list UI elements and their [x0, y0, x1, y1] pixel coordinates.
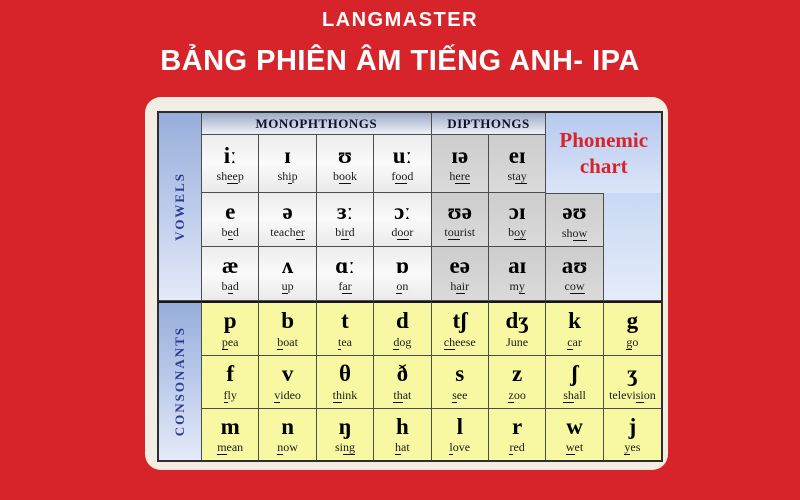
phoneme-cell-m	[202, 409, 259, 460]
phoneme-cell-w	[546, 409, 603, 460]
example-word	[506, 335, 528, 350]
word-part: oat	[283, 334, 298, 349]
phoneme-symbol: e	[225, 198, 236, 224]
phoneme-cell-ɜː	[317, 193, 374, 247]
phoneme-symbol: ɪ	[284, 142, 291, 168]
phoneme-symbol: w	[566, 413, 583, 439]
word-part: b	[335, 225, 342, 240]
example-word	[338, 279, 351, 294]
word-part: f	[391, 169, 396, 184]
phoneme-symbol: z	[512, 361, 523, 387]
example-word	[222, 335, 239, 350]
word-underlined-part: t	[337, 334, 342, 349]
example-word	[450, 279, 469, 294]
word-part: d	[232, 225, 239, 240]
example-word	[333, 388, 358, 403]
phoneme-cell-ɒ	[374, 247, 431, 301]
example-word	[626, 335, 638, 350]
word-underlined-part: d	[393, 334, 400, 349]
example-word	[335, 225, 354, 240]
section-label-consonants	[159, 301, 202, 460]
phoneme-symbol: ʊə	[447, 198, 472, 224]
example-word	[393, 335, 411, 350]
phoneme-cell-eɪ	[489, 135, 546, 193]
word-part: televi	[609, 387, 636, 402]
word-part: ed	[513, 440, 525, 455]
phoneme-cell-aɪ	[489, 247, 546, 301]
phoneme-symbol: æ	[221, 252, 239, 278]
word-part: p	[287, 279, 294, 294]
phoneme-symbol: aʊ	[561, 252, 588, 278]
example-word	[449, 169, 470, 184]
word-underlined-part: f	[223, 387, 228, 402]
word-part: at	[402, 387, 412, 402]
example-word	[391, 225, 413, 240]
phoneme-symbol: n	[281, 413, 294, 439]
word-underlined-part: a	[227, 279, 233, 294]
word-part: ideo	[280, 387, 301, 402]
example-word	[222, 279, 239, 294]
word-underlined-part: sh	[563, 387, 574, 402]
phoneme-symbol: b	[281, 308, 294, 334]
example-word	[338, 335, 352, 350]
phoneme-symbol: ə	[282, 198, 293, 224]
word-underlined-part: ar	[342, 279, 352, 294]
word-underlined-part: y	[624, 440, 631, 455]
example-word	[282, 279, 294, 294]
word-underlined-part: ee	[227, 169, 238, 184]
phoneme-symbol: eə	[449, 252, 470, 278]
phoneme-cell-n	[259, 409, 316, 460]
word-part: t	[444, 225, 448, 240]
word-part: ow	[283, 440, 298, 455]
word-underlined-part: ow	[569, 279, 585, 294]
word-underlined-part: b	[277, 334, 284, 349]
phoneme-symbol: g	[626, 308, 639, 334]
word-underlined-part: er	[295, 225, 305, 240]
phonemic-chart-line1: Phonemic	[559, 127, 649, 152]
phoneme-cell-g	[604, 301, 661, 356]
phoneme-cell-dʒ	[489, 301, 546, 356]
word-underlined-part: oy	[514, 225, 527, 240]
word-part: m	[509, 279, 519, 294]
word-part: b	[508, 225, 515, 240]
example-word	[566, 440, 583, 455]
phoneme-cell-ŋ	[317, 409, 374, 460]
phoneme-symbol: uː	[392, 142, 412, 168]
phoneme-cell-ɑː	[317, 247, 374, 301]
phoneme-symbol: ð	[396, 361, 409, 387]
phoneme-symbol: f	[226, 361, 235, 387]
phoneme-cell-ʊə	[432, 193, 489, 247]
word-underlined-part: th	[393, 387, 403, 402]
word-underlined-part: o	[396, 279, 403, 294]
phoneme-cell-p	[202, 301, 259, 356]
word-part: r	[409, 225, 414, 240]
phoneme-cell-ɪ	[259, 135, 316, 193]
phoneme-symbol: h	[395, 413, 409, 439]
word-part: d	[348, 225, 355, 240]
example-word	[444, 225, 475, 240]
word-underlined-part: ere	[455, 169, 471, 184]
word-underlined-part: n	[277, 440, 284, 455]
phoneme-cell-ʒ	[604, 356, 661, 409]
word-part: ean	[226, 440, 244, 455]
phoneme-symbol: s	[455, 361, 465, 387]
blue-filler-panel	[604, 193, 661, 301]
word-part: et	[574, 440, 584, 455]
example-word	[567, 335, 582, 350]
word-part: b	[332, 169, 339, 184]
phoneme-symbol: ɔɪ	[508, 198, 526, 224]
phoneme-cell-r	[489, 409, 546, 460]
word-underlined-part: h	[395, 440, 402, 455]
word-part: og	[399, 334, 412, 349]
word-underlined-part: ow	[572, 225, 588, 240]
example-word	[217, 440, 243, 455]
example-word	[335, 440, 355, 455]
word-part: ea	[227, 334, 239, 349]
word-underlined-part: ng	[342, 440, 355, 455]
phoneme-cell-l	[432, 409, 489, 460]
word-part: ly	[227, 387, 237, 402]
example-word	[278, 169, 298, 184]
phoneme-symbol: ʃ	[571, 361, 579, 387]
phoneme-cell-ə	[259, 193, 316, 247]
word-underlined-part: ir	[341, 225, 349, 240]
vowels-label: VOWELS	[172, 172, 187, 241]
example-word	[222, 225, 239, 240]
phoneme-symbol: d	[395, 308, 409, 334]
phoneme-symbol: r	[512, 413, 523, 439]
phoneme-symbol: iː	[223, 142, 237, 168]
phoneme-cell-s	[432, 356, 489, 409]
phoneme-cell-tʃ	[432, 301, 489, 356]
word-underlined-part: ay	[515, 169, 527, 184]
example-word	[452, 388, 467, 403]
phoneme-cell-e	[202, 193, 259, 247]
phoneme-cell-t	[317, 301, 374, 356]
word-part: rist	[459, 225, 476, 240]
word-part: b	[221, 279, 228, 294]
phoneme-cell-f	[202, 356, 259, 409]
phonemic-chart-label	[546, 113, 661, 193]
word-underlined-part: r	[509, 440, 514, 455]
word-underlined-part: p	[221, 334, 228, 349]
phoneme-symbol: l	[456, 413, 463, 439]
ipa-grid	[157, 111, 663, 462]
word-part: p	[291, 169, 298, 184]
example-word	[396, 279, 408, 294]
word-part: si	[334, 440, 343, 455]
phoneme-symbol: tʃ	[452, 308, 468, 334]
phoneme-cell-ɪə	[432, 135, 489, 193]
word-part: st	[507, 169, 516, 184]
header-monophthongs: MONOPHTHONGS	[202, 113, 432, 135]
word-part: oo	[513, 387, 526, 402]
word-part: teach	[270, 225, 296, 240]
word-part: k	[350, 169, 357, 184]
word-underlined-part: z	[508, 387, 514, 402]
example-word	[277, 335, 298, 350]
phoneme-cell-æ	[202, 247, 259, 301]
word-part: all	[573, 387, 586, 402]
phoneme-cell-ʊ	[317, 135, 374, 193]
phoneme-symbol: aɪ	[508, 252, 527, 278]
phoneme-symbol: ɔː	[394, 198, 411, 224]
word-underlined-part: oo	[397, 225, 410, 240]
phonemic-chart-line2: chart	[579, 154, 628, 178]
word-underlined-part: m	[217, 440, 227, 455]
word-part: r	[465, 279, 470, 294]
word-underlined-part: oo	[395, 169, 408, 184]
example-word	[507, 169, 526, 184]
example-word	[333, 169, 357, 184]
phoneme-cell-j	[604, 409, 661, 460]
word-part: ink	[341, 387, 358, 402]
word-underlined-part: ch	[443, 334, 456, 349]
word-underlined-part: th	[332, 387, 342, 402]
word-part: eese	[455, 334, 476, 349]
phoneme-symbol: p	[223, 308, 237, 334]
word-part: h	[449, 169, 456, 184]
phoneme-symbol: θ	[338, 361, 351, 387]
phoneme-symbol: t	[341, 308, 349, 334]
phoneme-cell-eə	[432, 247, 489, 301]
example-word	[609, 388, 656, 403]
phoneme-cell-aʊ	[546, 247, 603, 301]
example-word	[277, 440, 298, 455]
phoneme-symbol: eɪ	[508, 142, 526, 168]
phoneme-cell-v	[259, 356, 316, 409]
phoneme-symbol: əʊ	[562, 199, 587, 225]
word-underlined-part: u	[281, 279, 288, 294]
word-underlined-part: y	[518, 279, 525, 294]
header-dipthongs: DIPTHONGS	[432, 113, 547, 135]
example-word	[509, 279, 524, 294]
word-part: o	[632, 334, 639, 349]
phoneme-symbol: ʊ	[337, 142, 353, 168]
word-part: ea	[341, 334, 352, 349]
example-word	[217, 169, 244, 184]
example-word	[624, 440, 640, 455]
phoneme-symbol: ʌ	[281, 252, 294, 278]
consonants-label: CONSONANTS	[172, 326, 187, 437]
phoneme-symbol: ɒ	[395, 252, 409, 278]
word-part: ee	[456, 387, 468, 402]
word-part: f	[338, 279, 343, 294]
phoneme-cell-b	[259, 301, 316, 356]
word-part: ove	[452, 440, 471, 455]
example-word	[565, 279, 585, 294]
word-part: d	[232, 279, 239, 294]
phoneme-cell-d	[374, 301, 431, 356]
phoneme-cell-ɔː	[374, 193, 431, 247]
phoneme-symbol: ʒ	[627, 361, 638, 387]
example-word	[274, 388, 301, 403]
word-part: h	[450, 279, 457, 294]
example-word	[508, 388, 525, 403]
example-word	[395, 440, 410, 455]
phoneme-symbol: k	[568, 308, 581, 334]
phoneme-cell-iː	[202, 135, 259, 193]
word-part: sh	[561, 225, 573, 240]
word-underlined-part: ou	[447, 225, 460, 240]
example-word	[563, 388, 586, 403]
phoneme-cell-uː	[374, 135, 431, 193]
phoneme-cell-k	[546, 301, 603, 356]
phoneme-symbol: ɪə	[451, 142, 469, 168]
phoneme-cell-ʃ	[546, 356, 603, 409]
word-part: p	[237, 169, 244, 184]
word-part: d	[407, 169, 414, 184]
phoneme-cell-z	[489, 356, 546, 409]
word-part: es	[630, 440, 641, 455]
brand-logo: LANGMASTER	[321, 9, 479, 31]
example-word	[224, 388, 237, 403]
example-word	[562, 226, 587, 241]
word-part: ar	[572, 334, 582, 349]
phoneme-cell-θ	[317, 356, 374, 409]
word-underlined-part: g	[626, 334, 633, 349]
word-underlined-part: s	[452, 387, 457, 402]
word-part: sh	[216, 169, 228, 184]
word-underlined-part: oo	[338, 169, 351, 184]
word-underlined-part: w	[565, 440, 575, 455]
section-label-vowels	[159, 113, 202, 301]
phoneme-symbol: v	[281, 361, 294, 387]
word-underlined-part: si	[635, 387, 644, 402]
page-title: BẢNG PHIÊN ÂM TIẾNG ANH- IPA	[160, 45, 640, 77]
word-underlined-part: ai	[456, 279, 466, 294]
example-word	[270, 225, 305, 240]
example-word	[391, 169, 413, 184]
phoneme-symbol: m	[220, 413, 240, 439]
phoneme-symbol: ɜː	[336, 198, 354, 224]
phoneme-symbol: dʒ	[505, 308, 529, 334]
example-word	[393, 388, 411, 403]
phoneme-cell-ʌ	[259, 247, 316, 301]
phoneme-cell-ð	[374, 356, 431, 409]
example-word	[449, 440, 470, 455]
word-underlined-part: l	[449, 440, 453, 455]
word-part: n	[402, 279, 409, 294]
phoneme-symbol: ɑː	[335, 252, 355, 278]
word-part: c	[564, 279, 570, 294]
phoneme-symbol: j	[628, 413, 637, 439]
phoneme-cell-əʊ	[546, 193, 603, 247]
example-word	[508, 225, 526, 240]
word-part: June	[506, 334, 529, 349]
word-part: b	[221, 225, 228, 240]
word-part: at	[401, 440, 410, 455]
phoneme-cell-ɔɪ	[489, 193, 546, 247]
word-underlined-part: e	[227, 225, 233, 240]
word-underlined-part: c	[567, 334, 573, 349]
example-word	[444, 335, 476, 350]
word-underlined-part: i	[288, 169, 292, 184]
word-part: on	[643, 387, 656, 402]
word-underlined-part: v	[274, 387, 281, 402]
phonemic-chart-card	[145, 97, 668, 470]
word-part: d	[391, 225, 398, 240]
example-word	[509, 440, 524, 455]
word-part: sh	[277, 169, 289, 184]
phoneme-cell-h	[374, 409, 431, 460]
phoneme-symbol: ŋ	[338, 413, 352, 439]
